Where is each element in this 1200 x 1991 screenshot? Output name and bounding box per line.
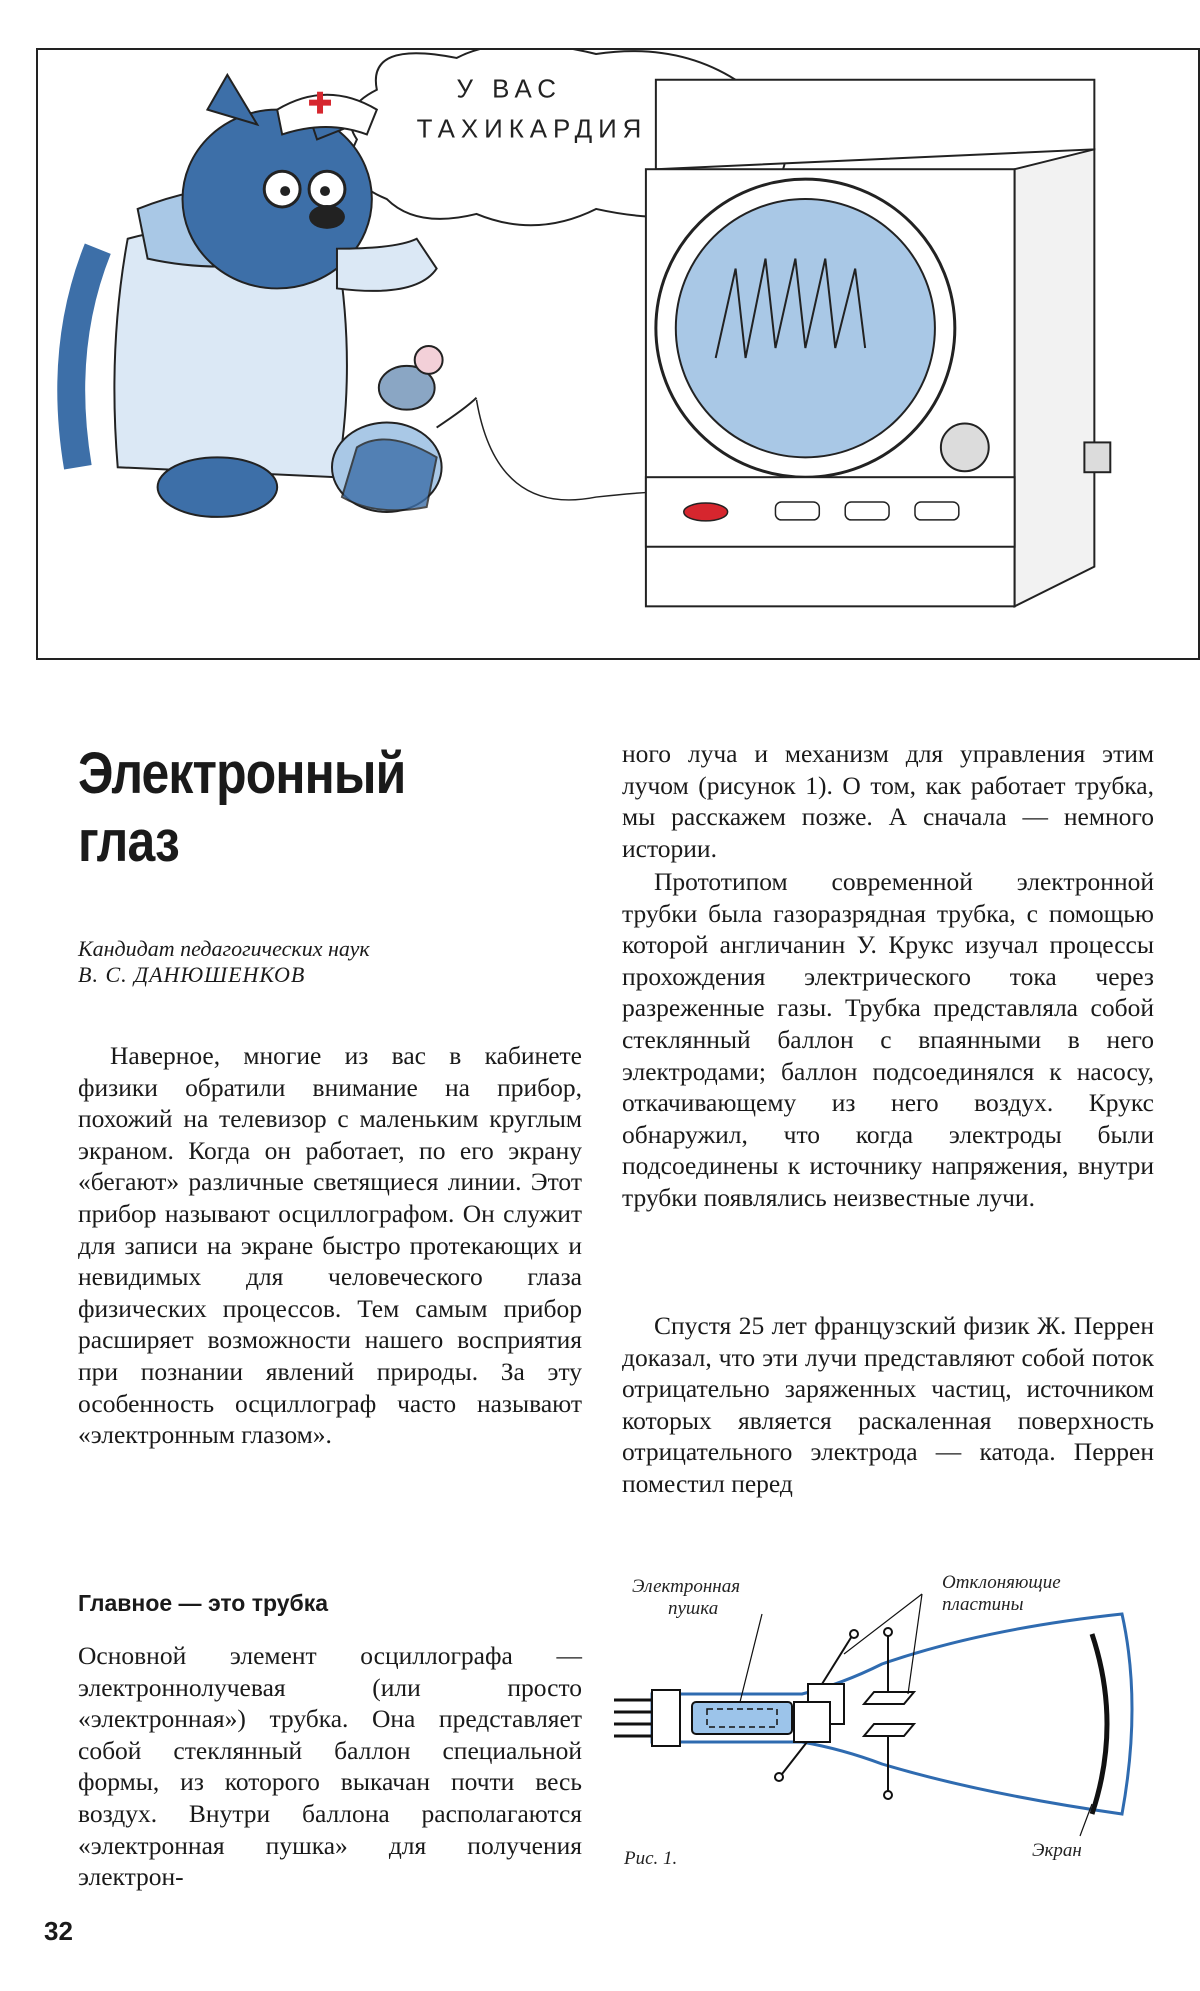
- figure-caption: Рис. 1.: [624, 1848, 678, 1869]
- deflection-plate-bottom: [864, 1724, 914, 1736]
- tube-base: [652, 1690, 680, 1746]
- page-number: 32: [44, 1916, 73, 1946]
- screen-arc: [1092, 1634, 1107, 1814]
- deflector-block-2: [794, 1702, 830, 1742]
- intro-paragraph: Наверное, многие из вас в кабинете физики обратили внимание на прибор, похожий на телевизор с маленьким круглым экраном. Когда он работает, по его экрану «бегают» различные светящиеся линии. Этот прибор называют осциллографом. Он служит для записи на экране быстро протекающих и невидимых для человеческого глаза физических процессов. Тем самым прибор расширяет возможности нашего восприятия при познании явлений природы. За эту особенность осциллограф часто называют «электронным глазом».: [78, 1041, 582, 1450]
- speech-bubble-line2: ТАХИКАРДИЯ: [416, 115, 648, 144]
- label-electron-gun-line2: пушка: [668, 1598, 719, 1619]
- figure-crt-diagram: [612, 1574, 1152, 1892]
- label-electron-gun-line1: Электронная: [632, 1576, 741, 1597]
- label-electron-gun: [632, 1576, 740, 1620]
- right-paragraph-1: ного луча и механизм для управления этим лучом (рисунок 1). О том, как работает трубка, мы расскажем позже. А сначала — немного истории.: [622, 739, 1154, 863]
- label-plates-line2: пластины: [942, 1594, 1024, 1615]
- electron-gun-icon: [692, 1702, 792, 1734]
- pins: [614, 1700, 652, 1736]
- article-title-line2: глаз: [78, 809, 179, 874]
- label-deflection-plates: [942, 1572, 1061, 1616]
- article-title: [78, 740, 525, 876]
- label-plates-line1: Отклоняющие: [942, 1572, 1061, 1593]
- cartoon-svg: [38, 50, 1198, 658]
- article-title-line1: Электронный: [78, 741, 406, 806]
- deflection-plate-top: [864, 1692, 914, 1704]
- section-paragraph-left: Основной элемент осциллографа — электроннолучевая (или просто «электронная») трубка. Она представляет собой стеклянный баллон специальной формы, из которого выкачан почти весь воздух. Внутри баллона располагаются «электронная пушка» для получения электрон-: [78, 1641, 582, 1892]
- oscilloscope-icon: [646, 80, 1110, 607]
- label-screen: Экран: [1032, 1840, 1082, 1861]
- section-heading: Главное — это трубка: [78, 1590, 329, 1616]
- right-paragraph-2: Прототипом современной электронной трубки была газоразрядная трубка, с помощью которой англичанин У. Крукс изучал процессы прохождения электрического тока через разреженные газы. Трубка представляла собой стеклянный баллон с впаянными в него электродами; баллон подсоединялся к насосу, откачивающему из него воздух. Крукс обнаружил, что когда электроды были подсоединены к источнику напряжения, внутри трубки появлялись неизвестные лучи.: [622, 867, 1154, 1212]
- cartoon-illustration: [36, 48, 1200, 660]
- author-name: В. С. ДАНЮШЕНКОВ: [78, 962, 306, 987]
- author-title: Кандидат педагогических наук: [78, 936, 370, 961]
- right-paragraph-3: Спустя 25 лет французский физик Ж. Перрен доказал, что эти лучи представляют собой поток отрицательно заряженных частиц, источником которых является раскаленная поверхность отрицательного электрода — катода. Перрен поместил перед: [622, 1311, 1154, 1498]
- speech-bubble-line1: У ВАС: [456, 75, 562, 104]
